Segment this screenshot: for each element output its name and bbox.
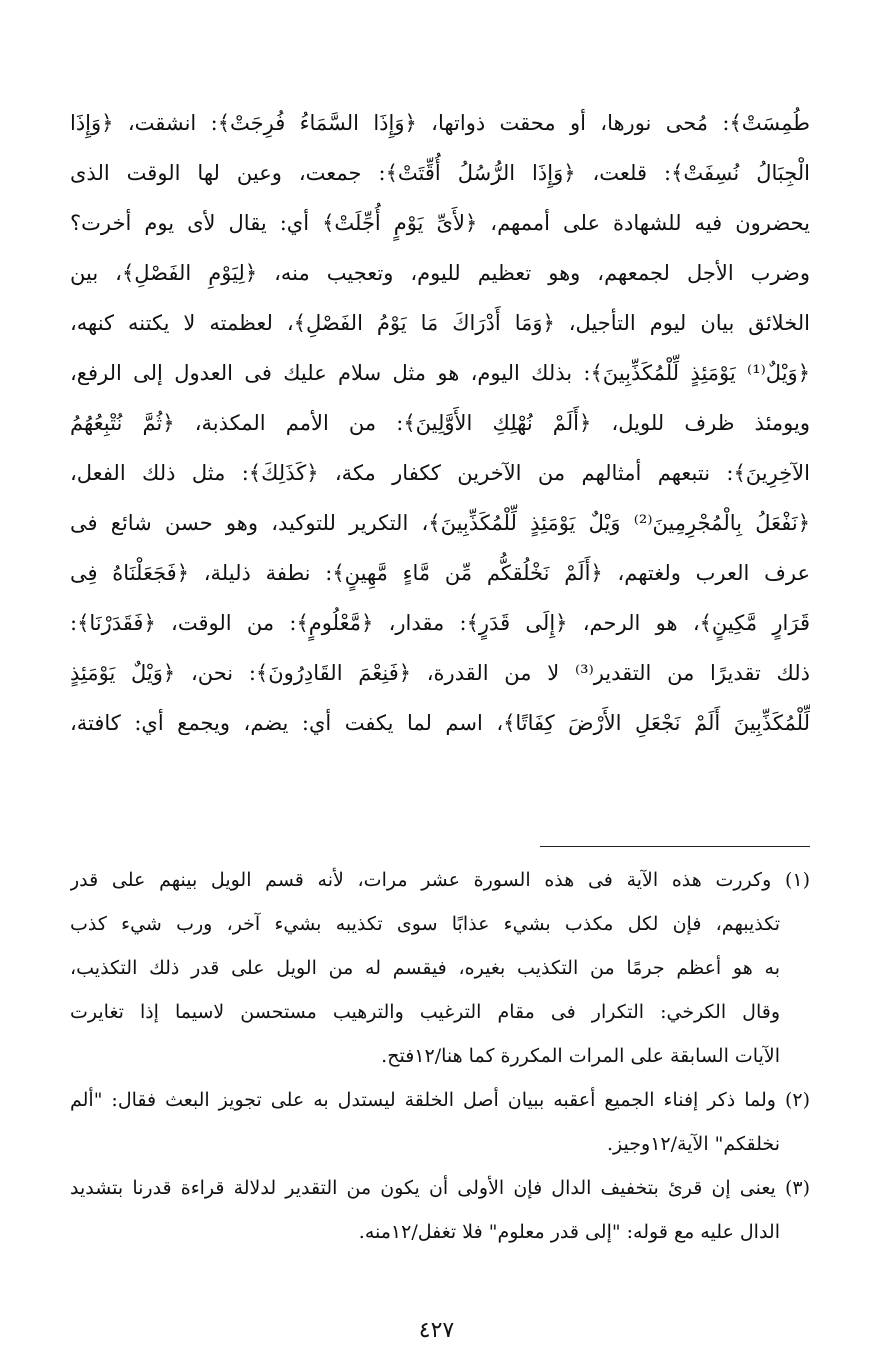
footnote-1 [70,858,810,1078]
footnote-divider [540,846,810,847]
page-body [70,98,810,1243]
footnotes-section [70,858,810,1254]
main-text-line: يحضرون فيه للشهادة على أممهم، ﴿لأَىِّ يَوْمٍ أُجِّلَتْ﴾ أي: يقال لأى يوم أخرت؟ [70,211,810,235]
page-number: ٤٢٧ [418,1318,455,1343]
main-text-line: ﴿نَفْعَلُ بِالْمُجْرِمِينَ⁽²⁾ وَيْلٌ يَوْمَئِذٍ لِّلْمُكَذِّبِينَ﴾، التكرير للتوكيد، وهو حسن شائع فى [70,511,810,535]
footnote-line: به هو أعظم جرمًا من التكذيب بغيره، فيقسم له من الويل على قدر ذلك التكذيب، [70,957,780,979]
footnote-line: نخلقكم" الآية/١٢وجيز. [607,1133,780,1155]
footnote-3 [70,1166,810,1254]
footnote-line: الدال عليه مع قوله: "إلى قدر معلوم" فلا تغفل/١٢منه. [358,1221,780,1243]
footnote-line: (٣) يعنى إن قرئ بتخفيف الدال فإن الأولى أن يكون من التقدير لدلالة قراءة قدرنا بتشديد [70,1177,810,1199]
footnote-line: وقال الكرخي: التكرار فى مقام الترغيب والترهيب مستحسن لاسيما إذا تغايرت [70,1001,780,1023]
main-text-line: وضرب الأجل لجمعهم، وهو تعظيم لليوم، وتعجيب منه، ﴿لِيَوْمِ الفَصْلِ﴾، بين [70,261,810,285]
main-text-line: عرف العرب ولغتهم، ﴿أَلَمْ نَخْلُقكُّم مِّن مَّاءٍ مَّهِينٍ﴾: نطفة ذليلة، ﴿فَجَعَلْنَاهُ فِى [70,561,810,585]
footnote-line: الآيات السابقة على المرات المكررة كما هنا/١٢فتح. [381,1045,780,1067]
main-text-line: طُمِسَتْ﴾: مُحى نورها، أو محقت ذواتها، ﴿وَإِذَا السَّمَاءُ فُرِجَتْ﴾: انشقت، ﴿وَإِذَا [70,111,810,135]
footnote-line: (١) وكررت هذه الآية فى هذه السورة عشر مرات، لأنه قسم الويل بينهم على قدر [70,869,810,891]
footnote-line: (٢) ولما ذكر إفناء الجميع أعقبه ببيان أصل الخلقة ليستدل به على تجويز البعث فقال: "ألم [70,1089,810,1111]
main-text-line: الْجِبَالُ نُسِفَتْ﴾: قلعت، ﴿وَإِذَا الرُّسُلُ أُقِّتَتْ﴾: جمعت، وعين لها الوقت الذى [70,161,810,185]
main-text-line: الخلائق بيان ليوم التأجيل، ﴿وَمَا أَدْرَاكَ مَا يَوْمُ الفَصْلِ﴾، لعظمته لا يكتنه كنهه، [70,311,810,335]
footnote-2 [70,1078,810,1166]
main-text-block [70,98,810,748]
main-text-line: ويومئذ ظرف للويل، ﴿أَلَمْ نُهْلِكِ الأَوَّلِينَ﴾: من الأمم المكذبة، ﴿ثُمَّ نُتْبِعُهُمُ [70,411,810,435]
main-text-line: ذلك تقديرًا من التقدير⁽³⁾ لا من القدرة، ﴿فَنِعْمَ القَادِرُونَ﴾: نحن، ﴿وَيْلٌ يَوْمَئِذٍ [70,661,810,685]
main-text-line: ﴿وَيْلٌ⁽¹⁾ يَوْمَئِذٍ لِّلْمُكَذِّبِينَ﴾: بذلك اليوم، هو مثل سلام عليك فى العدول إلى الرفع، [70,361,810,385]
main-text-line: الآخِرِينَ﴾: نتبعهم أمثالهم من الآخرين ككفار مكة، ﴿كَذَلِكَ﴾: مثل ذلك الفعل، [70,461,810,485]
main-text-line: لِّلْمُكَذِّبِينَ أَلَمْ نَجْعَلِ الأَرْضَ كِفَاتًا﴾، اسم لما يكفت أي: يضم، ويجمع أي: كافتة، [70,711,810,735]
main-text-line: قَرَارٍ مَّكِينٍ﴾، هو الرحم، ﴿إِلَى قَدَرٍ﴾: مقدار، ﴿مَّعْلُومٍ﴾: من الوقت، ﴿فَقَدَرْنَا﴾: [70,611,810,635]
footnote-line: تكذيبهم، فإن لكل مكذب بشيء عذابًا سوى تكذيبه بشيء آخر، ورب شيء كذب [70,913,780,935]
